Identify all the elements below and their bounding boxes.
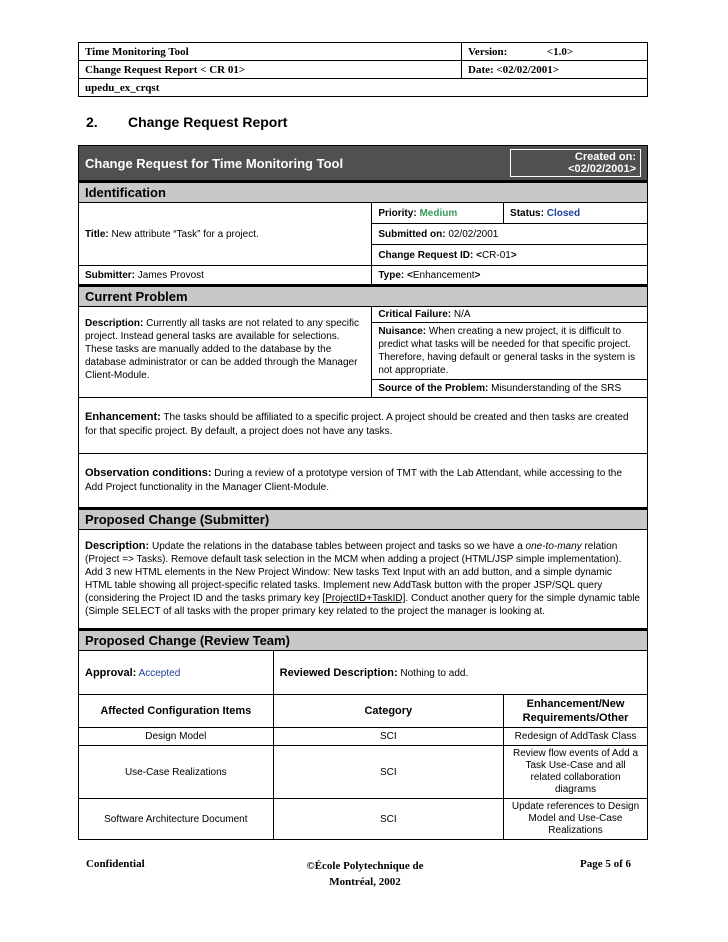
header-date [462, 61, 648, 79]
submitter-value: James Provost [137, 269, 204, 281]
source-cell [372, 380, 648, 398]
submitter-label: Submitter: [85, 269, 135, 281]
priority-value: Medium [419, 207, 458, 219]
title-cell [79, 203, 372, 266]
nuisance-cell [372, 323, 648, 380]
priority-cell [372, 203, 504, 224]
type-open: < [407, 269, 413, 281]
type-label: Type: [378, 269, 405, 281]
status-cell [504, 203, 648, 224]
reviewed-label: Reviewed Description: [279, 666, 398, 679]
row-enhancement: Update references to Design Model and Use-Case Realizations [504, 799, 648, 840]
crid-cell [372, 245, 648, 266]
pc-description-part3: . Conduct another query for the simple dynamic table (Simple SELECT of all tasks with the proper primary key related to the project the manager is looking at. [85, 593, 640, 617]
source-label: Source of the Problem: [378, 383, 489, 394]
submitter-cell [79, 266, 372, 286]
enhancement-value: The tasks should be affiliated to a specific project. A project should be created and then tasks are created for that specific project. By default, a project does not have any tasks. [85, 412, 629, 437]
section-number: 2. [86, 114, 98, 130]
source-value: Misunderstanding of the SRS [491, 383, 622, 394]
row-enhancement: Review flow events of Add a Task Use-Case and all related collaboration diagrams [504, 746, 648, 799]
proposed-description-cell [79, 530, 648, 630]
description-value: Currently all tasks are not related to any specific project. Instead general tasks are available for selections. These tasks are manually added to the database by the database administrator or can be added through the Manager Client-Module. [85, 318, 360, 381]
approval-label: Approval: [85, 666, 137, 679]
critical-value: N/A [453, 309, 471, 320]
enhancement-label: Enhancement: [85, 411, 161, 423]
problem-description [79, 307, 372, 398]
column-header-category: Category [273, 695, 503, 728]
pc-description-italic: one-to-many [525, 541, 582, 552]
reviewed-value: Nothing to add. [400, 667, 469, 679]
title-value: New attribute “Task” for a project. [111, 228, 259, 240]
table-row [79, 746, 648, 799]
crid-value: CR-01 [481, 249, 511, 261]
enhancement-cell [79, 398, 648, 454]
approval-cell [79, 651, 274, 695]
reviewed-cell [273, 651, 647, 695]
table-row [79, 799, 648, 840]
crid-label: Change Request ID: [378, 249, 474, 261]
row-category: SCI [273, 728, 503, 746]
date-value: <02/02/2001> [496, 63, 560, 76]
nuisance-value: When creating a new project, it is difficult to predict what tasks will be needed for that specific project. Therefore, having default or general tasks in the system is not appropriate. [378, 326, 636, 376]
observation-label: Observation conditions: [85, 467, 212, 479]
header-version [462, 43, 648, 61]
current-problem-heading: Current Problem [79, 286, 648, 307]
created-on-box: Created on: <02/02/2001> [510, 149, 641, 177]
status-label: Status: [510, 207, 544, 219]
approval-value: Accepted [138, 667, 181, 679]
footer-confidential: Confidential [86, 858, 145, 870]
footer-page-number: Page 5 of 6 [580, 858, 632, 870]
priority-label: Priority: [378, 207, 417, 219]
version-value: <1.0> [546, 45, 574, 58]
footer-copyright-line1: ©École Polytechnique de [306, 860, 424, 872]
header-code: upedu_ex_crqst [79, 79, 648, 97]
proposed-review-heading: Proposed Change (Review Team) [79, 630, 648, 651]
critical-label: Critical Failure: [378, 309, 452, 320]
submitted-label: Submitted on: [378, 228, 446, 240]
observation-cell [79, 454, 648, 509]
row-category: SCI [273, 799, 503, 840]
date-label: Date: [468, 63, 494, 76]
crid-close: > [510, 249, 517, 261]
column-header-items: Affected Configuration Items [79, 695, 274, 728]
form-title: Change Request for Time Monitoring Tool [79, 146, 504, 182]
column-header-enhancement: Enhancement/New Requirements/Other [504, 695, 648, 728]
version-label: Version: [468, 45, 508, 58]
status-value: Closed [546, 207, 581, 219]
type-close: > [474, 269, 481, 281]
row-enhancement: Redesign of AddTask Class [504, 728, 648, 746]
type-value: Enhancement [412, 269, 475, 281]
row-item: Software Architecture Document [79, 799, 274, 840]
row-category: SCI [273, 746, 503, 799]
pc-description-link: [ProjectID+TaskID] [322, 593, 406, 604]
section-name: Change Request Report [128, 114, 288, 130]
submitted-value: 02/02/2001 [448, 228, 499, 240]
proposed-submitter-heading: Proposed Change (Submitter) [79, 509, 648, 530]
section-title [86, 114, 287, 130]
description-label: Description: [85, 318, 144, 329]
header-tool: Time Monitoring Tool [79, 43, 462, 61]
created-on [504, 146, 648, 182]
observation-value: During a review of a prototype version of TMT with the Lab Attendant, while accessing to the Add Project functionality in the Manager Client-Module. [85, 468, 622, 493]
critical-cell [372, 307, 648, 323]
table-row [79, 728, 648, 746]
footer-copyright [290, 858, 440, 890]
pc-description-part2: relation (Project => Tasks). Remove default task selection in the MCM when adding a project (HTML/JSP simple implementation). Add 3 new HTML elements in the New Project Window: New tasks Text Input with an add button, and a simple dynamic HTML table showing all project-specific related tasks. Implement new AddTask button with the proper JSP/SQL query (considering the Project ID and the tasks primary key [85, 541, 622, 604]
change-request-form [78, 145, 648, 840]
row-item: Use-Case Realizations [79, 746, 274, 799]
crid-open: < [476, 249, 482, 261]
pc-description-label: Description: [85, 540, 150, 552]
submitted-cell [372, 224, 648, 245]
footer-copyright-line2: Montréal, 2002 [329, 876, 401, 888]
document-header [78, 42, 648, 97]
row-item: Design Model [79, 728, 274, 746]
pc-description-part1: Update the relations in the database tables between project and tasks so we have a [151, 541, 523, 552]
nuisance-label: Nuisance: [378, 326, 427, 337]
identification-heading: Identification [79, 182, 648, 203]
type-cell [372, 266, 648, 286]
header-report: Change Request Report < CR 01> [79, 61, 462, 79]
title-label: Title: [85, 228, 109, 240]
